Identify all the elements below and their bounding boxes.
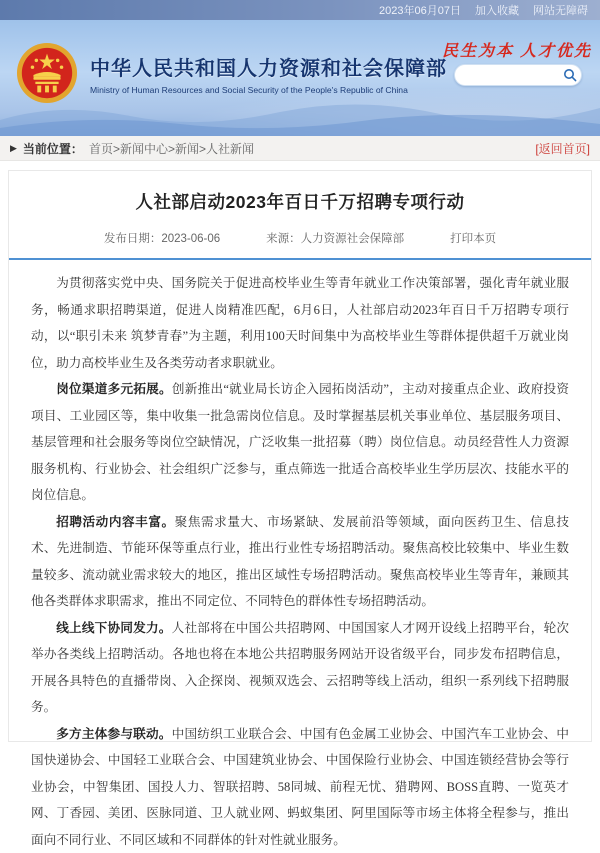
paragraph: 为贯彻落实党中央、国务院关于促进高校毕业生等青年就业工作决策部署，强化青年就业服务，畅通求职招聘渠道，促进人岗精准匹配，6月6日，人社部启动2023年百日千万招聘专项行动，以“职引未来 筑梦青春”为主题，利用100天时间集中为高校毕业生等群体提供超千万就业岗位，助力高校毕业生及各类劳动者求职就业。 [31,270,569,376]
publish-date: 发布日期：2023-06-06 [104,230,220,246]
article-meta [31,230,569,246]
paragraph: 岗位渠道多元拓展。创新推出“就业局长访企入园拓岗活动”，主动对接重点企业、政府投资项目、工业园区等，集中收集一批急需岗位信息。及时掌握基层机关事业单位、基层服务项目、基层管理和社会服务等岗位空缺情况，广泛收集一批招募（聘）岗位信息。动员经营性人力资源服务机构、行业协会、社会组织广泛参与，重点筛选一批适合高校毕业生学历层次、技能水平的岗位信息。 [31,376,569,509]
search-input[interactable] [465,66,559,84]
article-title: 人社部启动2023年百日千万招聘专项行动 [31,189,569,214]
paragraph: 线上线下协同发力。人社部将在中国公共招聘网、中国国家人才网开设线上招聘平台，轮次举办各类线上招聘活动。各地也将在本地公共招聘服务网站开设省级平台，同步发布招聘信息，开展各具特色的直播带岗、入企探岗、视频双选会、云招聘等线上活动，组织一系列线下招聘服务。 [31,615,569,721]
paragraph: 多方主体参与联动。中国纺织工业联合会、中国有色金属工业协会、中国汽车工业协会、中国快递协会、中国轻工业联合会、中国建筑业协会、中国保险行业协会、中国连锁经营协会等行业协会，中智集团、国投人力、智联招聘、58同城、前程无忧、猎聘网、BOSS直聘、一览英才网、丁香园、美团、医脉同道、卫人就业网、蚂蚁集团、阿里国际等市场主体将全程参与，推出面向不同行业、不同区域和不同群体的针对性就业服务。 [31,721,569,853]
current-date: 2023年06月07日 [379,2,461,18]
slogan-calligraphy: 民生为本 人才优先 [442,38,590,61]
top-utility-bar [0,0,600,20]
breadcrumb-label: 当前位置： [23,140,83,157]
add-favorites-link[interactable]: 加入收藏 [475,2,519,18]
ministry-title: 中华人民共和国人力资源和社会保障部 [90,52,447,81]
paragraph: 招聘活动内容丰富。聚焦需求量大、市场紧缺、发展前沿等领域，面向医药卫生、信息技术、先进制造、节能环保等重点行业，推出行业性专场招聘活动。聚焦高校比较集中、毕业生数量较多、流动就业需求较大的地区，推出区域性专场招聘活动。聚焦高校毕业生等青年，兼顾其他各类群体求职需求，推出不同定位、不同特色的群体性专场招聘活动。 [31,509,569,615]
ministry-subtitle-en: Ministry of Human Resources and Social Security of the People's Republic of China [90,85,447,95]
site-brand[interactable] [16,42,447,104]
search-box[interactable] [454,64,582,86]
accessibility-link[interactable]: 网站无障碍 [533,2,588,18]
search-icon[interactable] [559,64,581,86]
breadcrumb-arrow-icon: ▶ [10,143,17,154]
back-home-link[interactable]: [返回首页] [535,140,590,157]
article-source: 来源：人力资源社会保障部 [266,230,404,246]
header-banner [0,20,600,136]
print-page-button[interactable]: 打印本页 [450,230,496,246]
article-container [8,170,592,742]
breadcrumb-path[interactable]: 首页>新闻中心>新闻>人社新闻 [89,140,254,157]
breadcrumb [0,136,600,161]
national-emblem-icon [16,42,78,104]
article-body [31,270,569,853]
title-divider [9,258,591,260]
